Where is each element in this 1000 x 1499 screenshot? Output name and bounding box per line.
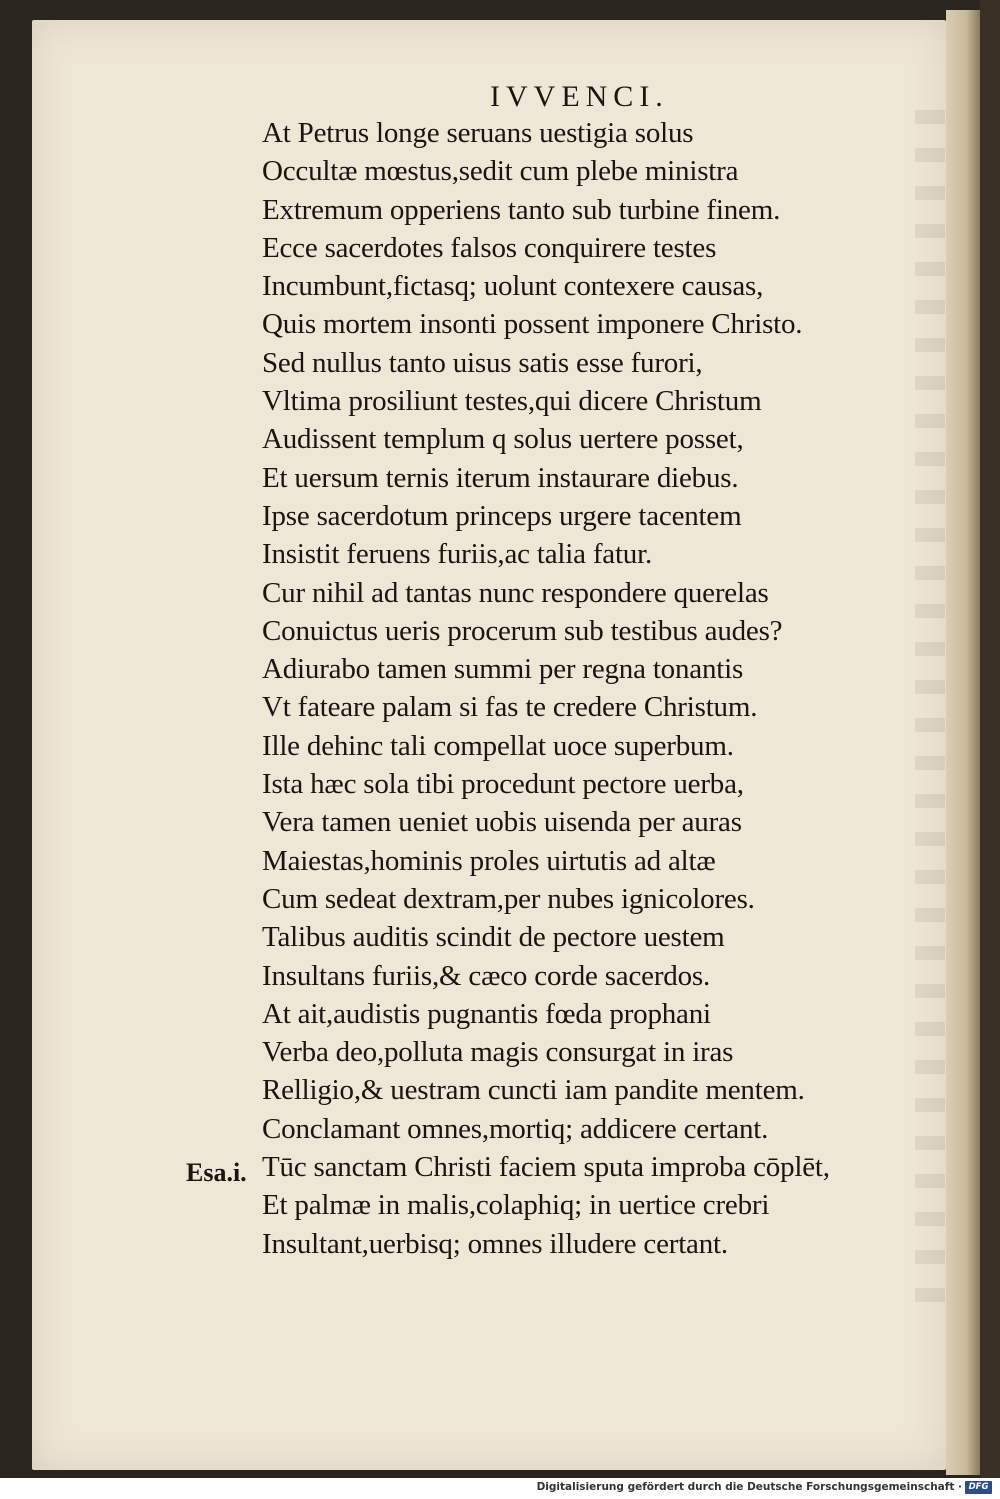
verse-line: Ecce sacerdotes falsos conquirere testes	[262, 231, 717, 264]
verse-line: Cur nihil ad tantas nunc respondere querelas	[262, 576, 769, 609]
verse-line: Vt fateare palam si fas te credere Christum.	[262, 691, 758, 724]
margin-note: Esa.i.	[186, 1158, 247, 1187]
verse-line: At ait,audistis pugnantis fœda prophani	[262, 997, 711, 1030]
verse-text	[262, 114, 942, 1263]
verse-line: Occultæ mœstus,sedit cum plebe ministra	[262, 155, 739, 188]
running-head: IVVENCI.	[490, 80, 669, 113]
verse-line: Et uersum ternis iterum instaurare diebus.	[262, 461, 739, 494]
verse-line: Insultans furiis,& cæco corde sacerdos.	[262, 959, 711, 992]
dfg-logo: DFG	[965, 1481, 992, 1494]
verse-line: Incumbunt,fictasq; uolunt contexere causas,	[262, 270, 764, 303]
verse-line: Maiestas,hominis proles uirtutis ad altæ	[262, 844, 716, 877]
verse-line: Audissent templum q solus uertere posset,	[262, 423, 744, 456]
verse-line: Talibus auditis scindit de pectore uestem	[262, 921, 725, 954]
verse-line: Insultant,uerbisq; omnes illudere certant.	[262, 1227, 728, 1260]
verse-line: Ille dehinc tali compellat uoce superbum.	[262, 729, 734, 762]
funding-notice: Digitalisierung gefördert durch die Deutsche Forschungsgemeinschaft ·	[536, 1481, 962, 1493]
verse-line: Extremum opperiens tanto sub turbine finem.	[262, 193, 781, 226]
verse-line: Tūc sanctam Christi faciem sputa improba cōplēt,	[262, 1151, 830, 1184]
verse-line: Verba deo,polluta magis consurgat in iras	[262, 1036, 734, 1069]
verse-line: At Petrus longe seruans uestigia solus	[262, 117, 694, 149]
verse-line: Et palmæ in malis,colaphiq; in uertice crebri	[262, 1189, 770, 1222]
verse-line: Vltima prosiliunt testes,qui dicere Christum	[262, 385, 762, 418]
verse-line: Cum sedeat dextram,per nubes ignicolores.	[262, 882, 755, 915]
scan-border	[980, 0, 1000, 1478]
verse-line: Insistit feruens furiis,ac talia fatur.	[262, 538, 653, 571]
verse-line: Adiurabo tamen summi per regna tonantis	[262, 653, 744, 686]
verse-line: Ista hæc sola tibi procedunt pectore uerba,	[262, 768, 744, 801]
verse-line: Relligio,& uestram cuncti iam pandite mentem.	[262, 1074, 805, 1107]
verse-line: Quis mortem insonti possent imponere Christo.	[262, 308, 803, 341]
verse-line: Ipse sacerdotum princeps urgere tacentem	[262, 499, 742, 532]
verse-line: Vera tamen ueniet uobis uisenda per auras	[262, 806, 742, 839]
verse-line: Conclamant omnes,mortiq; addicere certant.	[262, 1112, 769, 1145]
adjacent-page-edge	[946, 10, 980, 1475]
verse-line: Conuictus ueris procerum sub testibus audes?	[262, 614, 783, 647]
verse-line: Sed nullus tanto uisus satis esse furori,	[262, 346, 703, 379]
